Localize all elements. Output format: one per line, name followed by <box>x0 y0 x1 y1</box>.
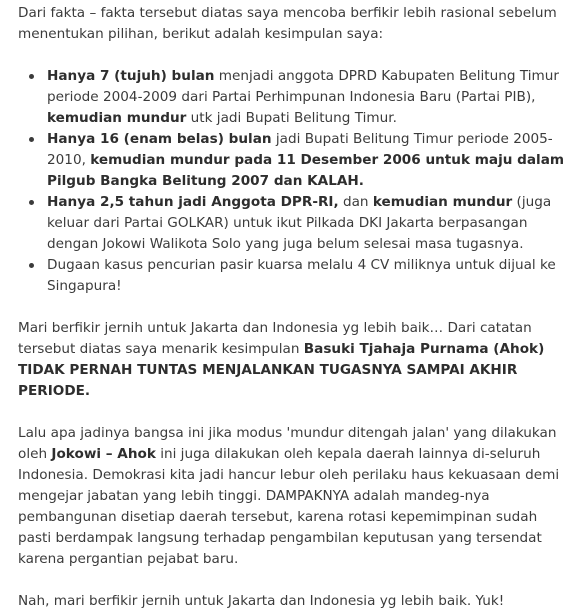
bold-text: Basuki Tjahaja Purnama (Ahok) TIDAK PERNAH TUNTAS MENJALANKAN TUGASNYA SAMPAI AKHIR PERIODE. <box>18 341 545 399</box>
bold-text: kemudian mundur <box>372 194 513 210</box>
body-text: utk jadi Bupati Belitung Timur. <box>186 110 397 126</box>
list-item <box>47 129 568 192</box>
body-text: Mari berfikir jernih untuk Jakarta dan Indonesia yg lebih baik… Dari catatan tersebut diatas saya menarik kesimpulan <box>18 320 532 357</box>
body-text: (juga keluar dari Partai GOLKAR) untuk ikut Pilkada DKI Jakarta berpasangan dengan Jokowi Walikota Solo yang juga belum selesai masa tugasnya. <box>47 194 552 252</box>
body-text: Lalu apa jadinya bangsa ini jika modus 'mundur ditengah jalan' yang dilakukan oleh <box>18 425 557 462</box>
bullet-dot-icon <box>29 200 34 205</box>
bullet-dot-icon <box>29 137 34 142</box>
body-text: Dugaan kasus pencurian pasir kuarsa melalu 4 CV miliknya untuk dijual ke Singapura! <box>47 257 556 294</box>
list-item <box>47 66 568 129</box>
bold-text: Hanya 16 (enam belas) bulan <box>47 131 272 147</box>
bold-text: Jokowi – Ahok <box>51 446 156 462</box>
bold-text: kemudian mundur pada 11 Desember 2006 untuk maju dalam Pilgub Bangka Belitung 2007 dan KALAH. <box>47 152 565 189</box>
intro-paragraph: Dari fakta – fakta tersebut diatas saya mencoba berfikir lebih rasional sebelum menentukan pilihan, berikut adalah kesimpulan saya: <box>18 5 557 42</box>
bullet-dot-icon <box>29 74 34 79</box>
article-body <box>18 3 568 612</box>
jokowi-paragraph <box>18 423 568 570</box>
body-text: menjadi anggota DPRD Kabupaten Belitung Timur periode 2004-2009 dari Partai Perhimpunan Indonesia Baru (Partai PIB), <box>47 68 559 105</box>
ahok-paragraph <box>18 318 568 402</box>
body-text: jadi Bupati Belitung Timur periode 2005-2010, <box>47 131 553 168</box>
bold-text: Hanya 2,5 tahun jadi Anggota DPR-RI, <box>47 194 339 210</box>
conclusion-list <box>18 66 568 297</box>
closing-paragraph: Nah, mari berfikir jernih untuk Jakarta dan Indonesia yg lebih baik. Yuk! <box>18 593 505 609</box>
body-text: dan <box>338 194 373 210</box>
body-text: ini juga dilakukan oleh kepala daerah lainnya di-seluruh Indonesia. Demokrasi kita jadi hancur lebur oleh perilaku haus kekuasaan demi mengejar jabatan yang lebih tinggi. DAMPAKNYA adalah mandeg-nya pembangunan disetiap daerah tersebut, karena rotasi kepemimpinan sudah pasti berdampak langsung terhadap pengambilan keputusan yang tersendat karena pergantian pejabat baru. <box>18 446 560 567</box>
bullet-dot-icon <box>29 263 34 268</box>
list-item <box>47 192 568 255</box>
bold-text: kemudian mundur <box>47 110 187 126</box>
bold-text: Hanya 7 (tujuh) bulan <box>47 68 215 84</box>
list-item <box>47 255 568 297</box>
